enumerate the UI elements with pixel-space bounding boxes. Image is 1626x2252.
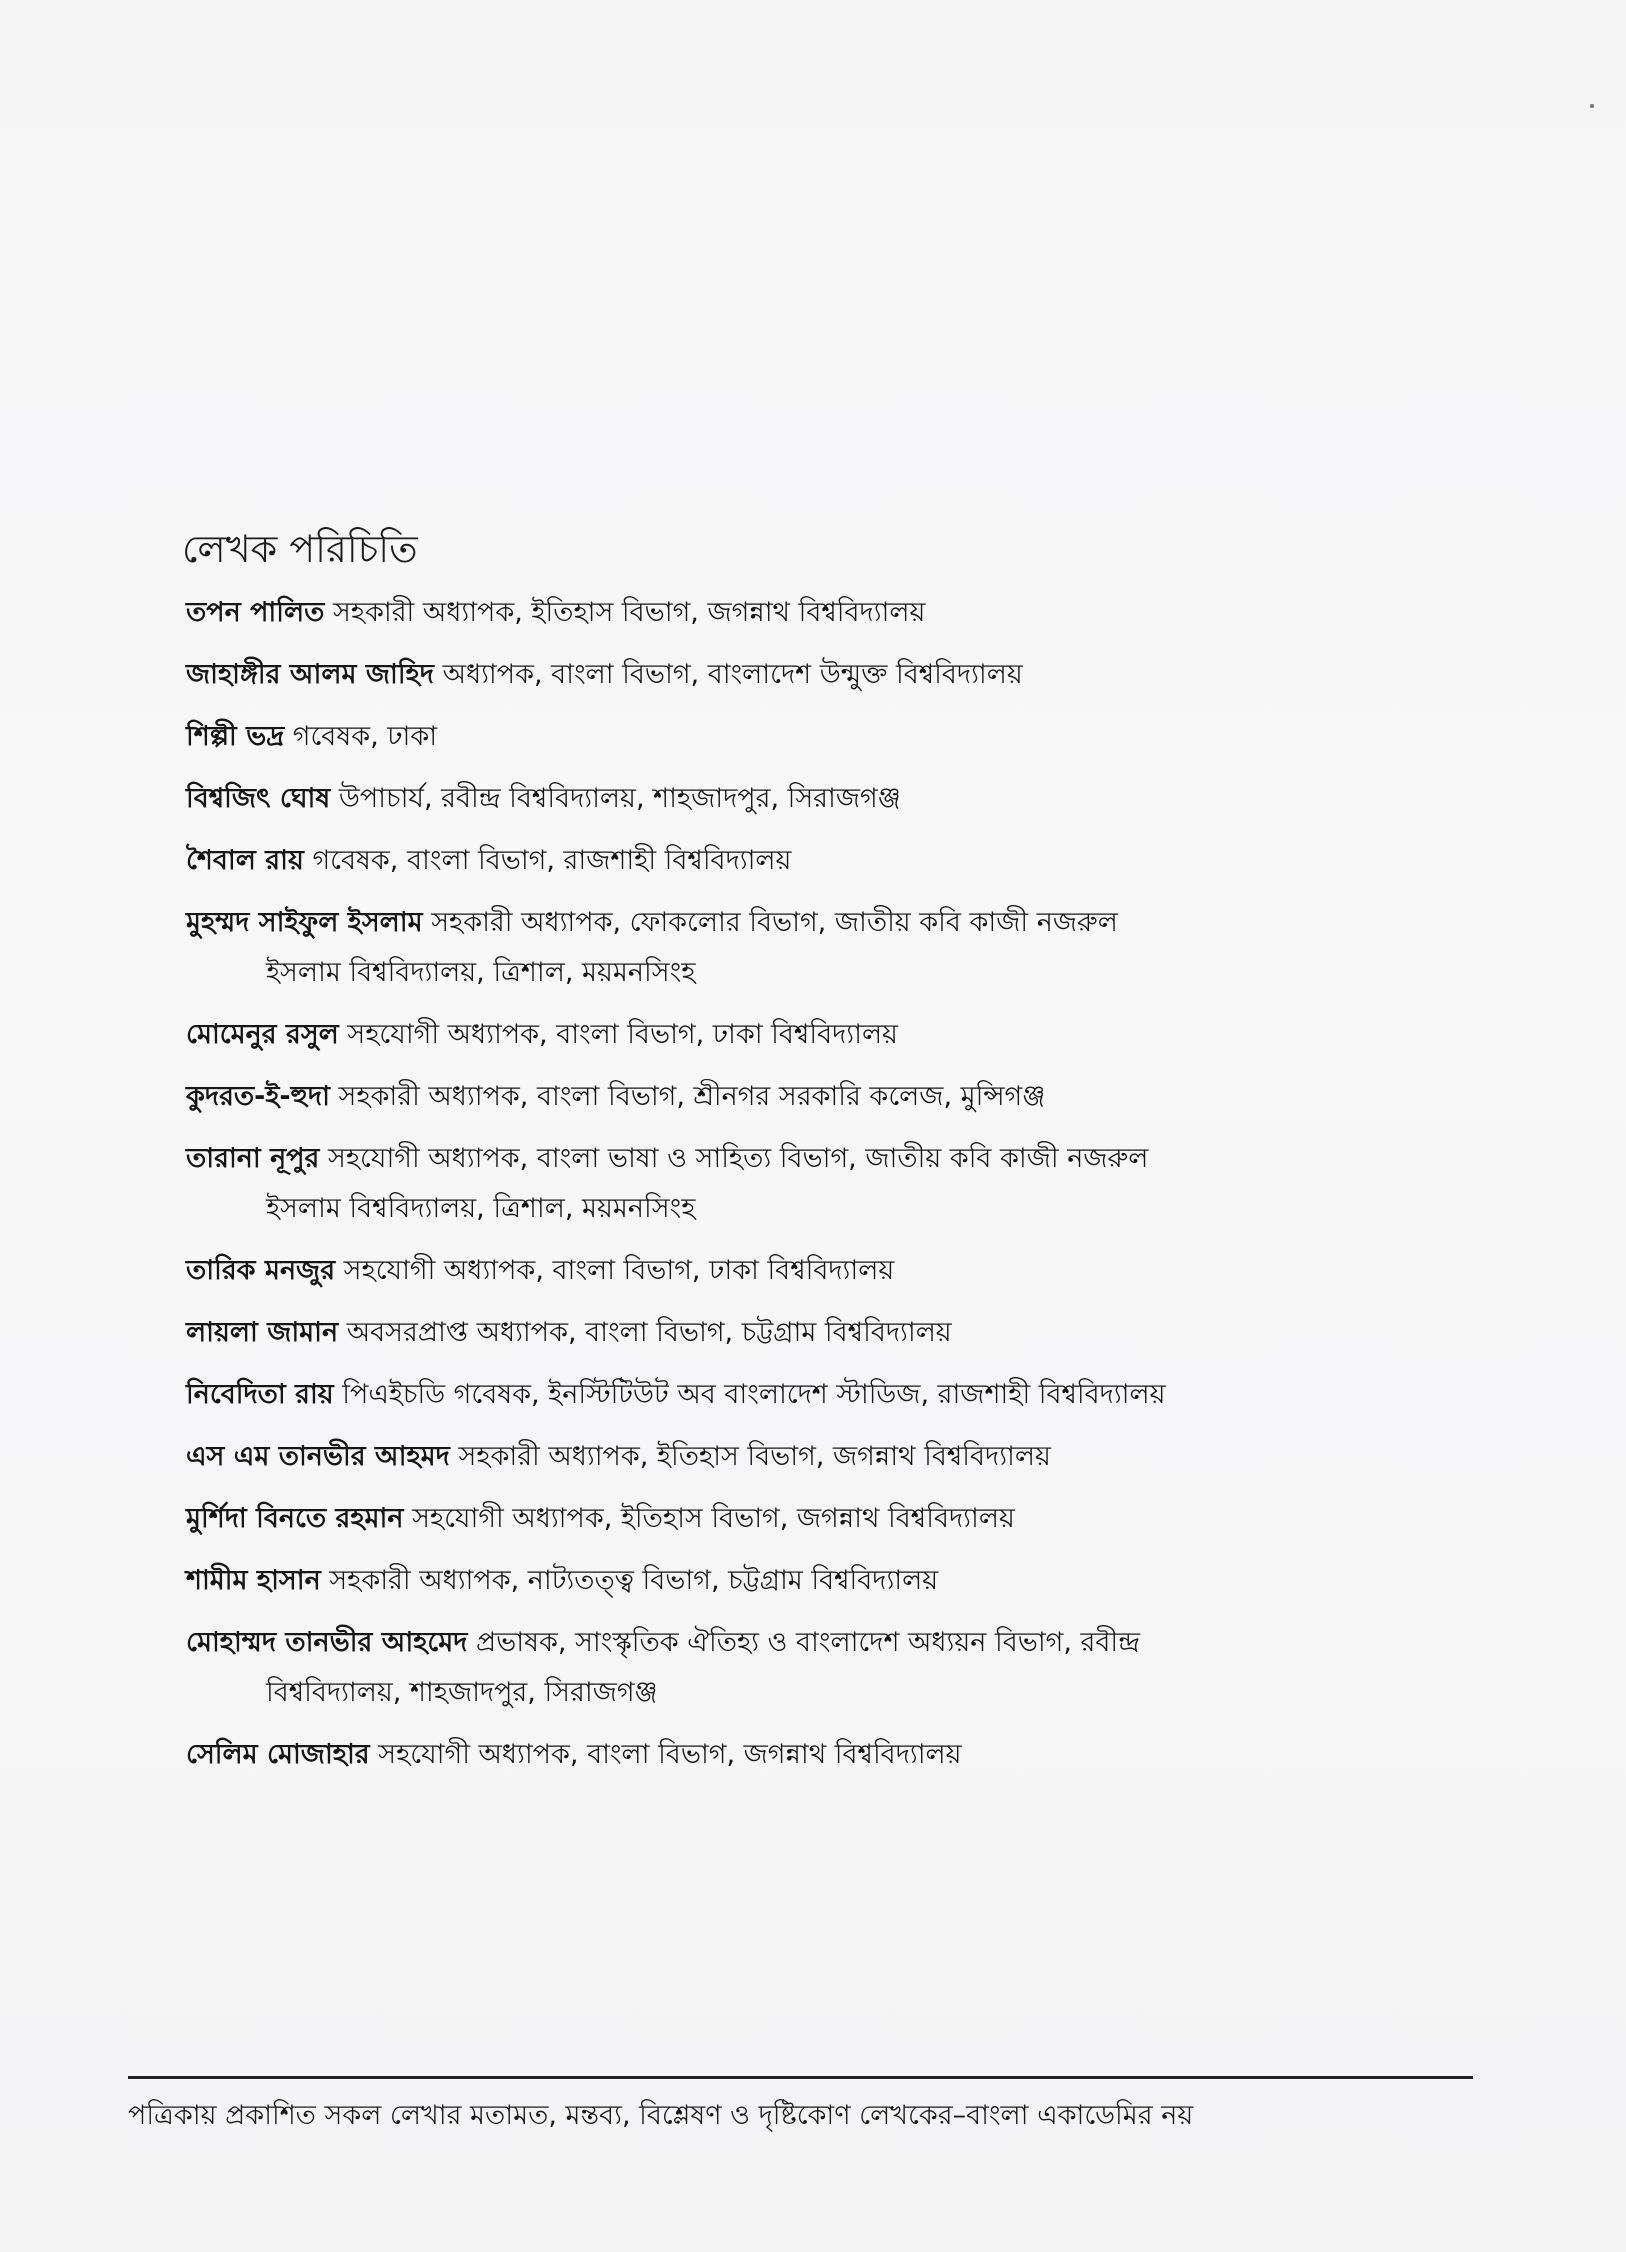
author-affiliation-continued: ইসলাম বিশ্ববিদ্যালয়, ত্রিশাল, ময়মনসিংহ bbox=[266, 1193, 696, 1224]
author-name: তারানা নূপুর bbox=[186, 1143, 320, 1174]
author-name: তারিক মনজুর bbox=[186, 1255, 336, 1286]
section-heading: লেখক পরিচিতি bbox=[182, 527, 418, 571]
author-name: লায়লা জামান bbox=[186, 1317, 339, 1348]
author-entry bbox=[186, 1432, 1476, 1482]
author-entry bbox=[186, 1246, 1476, 1296]
author-name: তপন পালিত bbox=[186, 597, 325, 628]
author-affiliation: সহযোগী অধ্যাপক, বাংলা বিভাগ, ঢাকা বিশ্ববিদ্যালয় bbox=[343, 1255, 895, 1286]
author-entry bbox=[186, 898, 1476, 998]
author-entry bbox=[186, 1134, 1476, 1234]
author-entry bbox=[186, 1556, 1476, 1606]
author-name: বিশ্বজিৎ ঘোষ bbox=[186, 783, 331, 814]
author-affiliation: গবেষক, বাংলা বিভাগ, রাজশাহী বিশ্ববিদ্যালয় bbox=[312, 845, 792, 876]
author-affiliation-continued: ইসলাম বিশ্ববিদ্যালয়, ত্রিশাল, ময়মনসিংহ bbox=[266, 957, 696, 988]
footer-disclaimer: পত্রিকায় প্রকাশিত সকল লেখার মতামত, মন্তব্য, বিশ্লেষণ ও দৃষ্টিকোণ লেখকের–বাংলা একাডেমির নয় bbox=[128, 2100, 1194, 2131]
author-entry bbox=[186, 588, 1476, 638]
author-affiliation: উপাচার্য, রবীন্দ্র বিশ্ববিদ্যালয়, শাহজাদপুর, সিরাজগঞ্জ bbox=[338, 783, 901, 814]
author-affiliation: সহযোগী অধ্যাপক, বাংলা বিভাগ, জগন্নাথ বিশ্ববিদ্যালয় bbox=[378, 1739, 962, 1770]
author-name: মোমেনুর রসুল bbox=[186, 1019, 339, 1050]
author-affiliation: সহকারী অধ্যাপক, বাংলা বিভাগ, শ্রীনগর সরকারি কলেজ, মুন্সিগঞ্জ bbox=[338, 1081, 1046, 1112]
speck-mark bbox=[1590, 104, 1594, 108]
author-affiliation: অধ্যাপক, বাংলা বিভাগ, বাংলাদেশ উন্মুক্ত বিশ্ববিদ্যালয় bbox=[442, 659, 1023, 690]
author-affiliation: সহযোগী অধ্যাপক, ইতিহাস বিভাগ, জগন্নাথ বিশ্ববিদ্যালয় bbox=[412, 1503, 1015, 1534]
author-name: নিবেদিতা রায় bbox=[186, 1379, 334, 1410]
author-affiliation: সহকারী অধ্যাপক, ইতিহাস বিভাগ, জগন্নাথ বিশ্ববিদ্যালয় bbox=[332, 597, 926, 628]
author-affiliation: গবেষক, ঢাকা bbox=[292, 721, 438, 752]
author-entry bbox=[186, 650, 1476, 700]
author-name: শামীম হাসান bbox=[186, 1565, 321, 1596]
author-entry bbox=[186, 774, 1476, 824]
author-entry bbox=[186, 1370, 1476, 1420]
author-list bbox=[186, 588, 1476, 1792]
author-affiliation: সহকারী অধ্যাপক, নাট্যতত্ত্ব বিভাগ, চট্টগ্রাম বিশ্ববিদ্যালয় bbox=[329, 1565, 939, 1596]
author-entry bbox=[186, 1494, 1476, 1544]
author-affiliation: সহযোগী অধ্যাপক, বাংলা বিভাগ, ঢাকা বিশ্ববিদ্যালয় bbox=[347, 1019, 898, 1050]
author-affiliation: অবসরপ্রাপ্ত অধ্যাপক, বাংলা বিভাগ, চট্টগ্রাম বিশ্ববিদ্যালয় bbox=[346, 1317, 952, 1348]
author-name: মোহাম্মদ তানভীর আহমেদ bbox=[186, 1627, 468, 1658]
author-name: এস এম তানভীর আহমদ bbox=[186, 1441, 450, 1472]
author-name: শিল্পী ভদ্র bbox=[186, 721, 285, 752]
author-entry bbox=[186, 836, 1476, 886]
author-entry bbox=[186, 1010, 1476, 1060]
author-entry bbox=[186, 1072, 1476, 1122]
author-name: মুহম্মদ সাইফুল ইসলাম bbox=[186, 907, 423, 938]
author-affiliation: সহকারী অধ্যাপক, ইতিহাস বিভাগ, জগন্নাথ বিশ্ববিদ্যালয় bbox=[458, 1441, 1051, 1472]
author-affiliation: প্রভাষক, সাংস্কৃতিক ঐতিহ্য ও বাংলাদেশ অধ্যয়ন বিভাগ, রবীন্দ্র bbox=[476, 1627, 1140, 1658]
author-name: সেলিম মোজাহার bbox=[186, 1739, 370, 1770]
author-name: জাহাঙ্গীর আলম জাহিদ bbox=[186, 659, 434, 690]
author-affiliation: পিএইচডি গবেষক, ইনস্টিটিউট অব বাংলাদেশ স্টাডিজ, রাজশাহী বিশ্ববিদ্যালয় bbox=[342, 1379, 1166, 1410]
author-name: শৈবাল রায় bbox=[186, 845, 304, 876]
author-entry bbox=[186, 1730, 1476, 1780]
author-affiliation: সহযোগী অধ্যাপক, বাংলা ভাষা ও সাহিত্য বিভাগ, জাতীয় কবি কাজী নজরুল bbox=[328, 1143, 1149, 1174]
author-affiliation: সহকারী অধ্যাপক, ফোকলোর বিভাগ, জাতীয় কবি কাজী নজরুল bbox=[431, 907, 1118, 938]
author-name: কুদরত-ই-হুদা bbox=[186, 1081, 330, 1112]
footer-divider bbox=[128, 2076, 1473, 2079]
author-entry bbox=[186, 1618, 1476, 1718]
author-entry bbox=[186, 1308, 1476, 1358]
author-entry bbox=[186, 712, 1476, 762]
author-name: মুর্শিদা বিনতে রহমান bbox=[186, 1503, 404, 1534]
author-affiliation-continued: বিশ্ববিদ্যালয়, শাহজাদপুর, সিরাজগঞ্জ bbox=[266, 1677, 658, 1708]
